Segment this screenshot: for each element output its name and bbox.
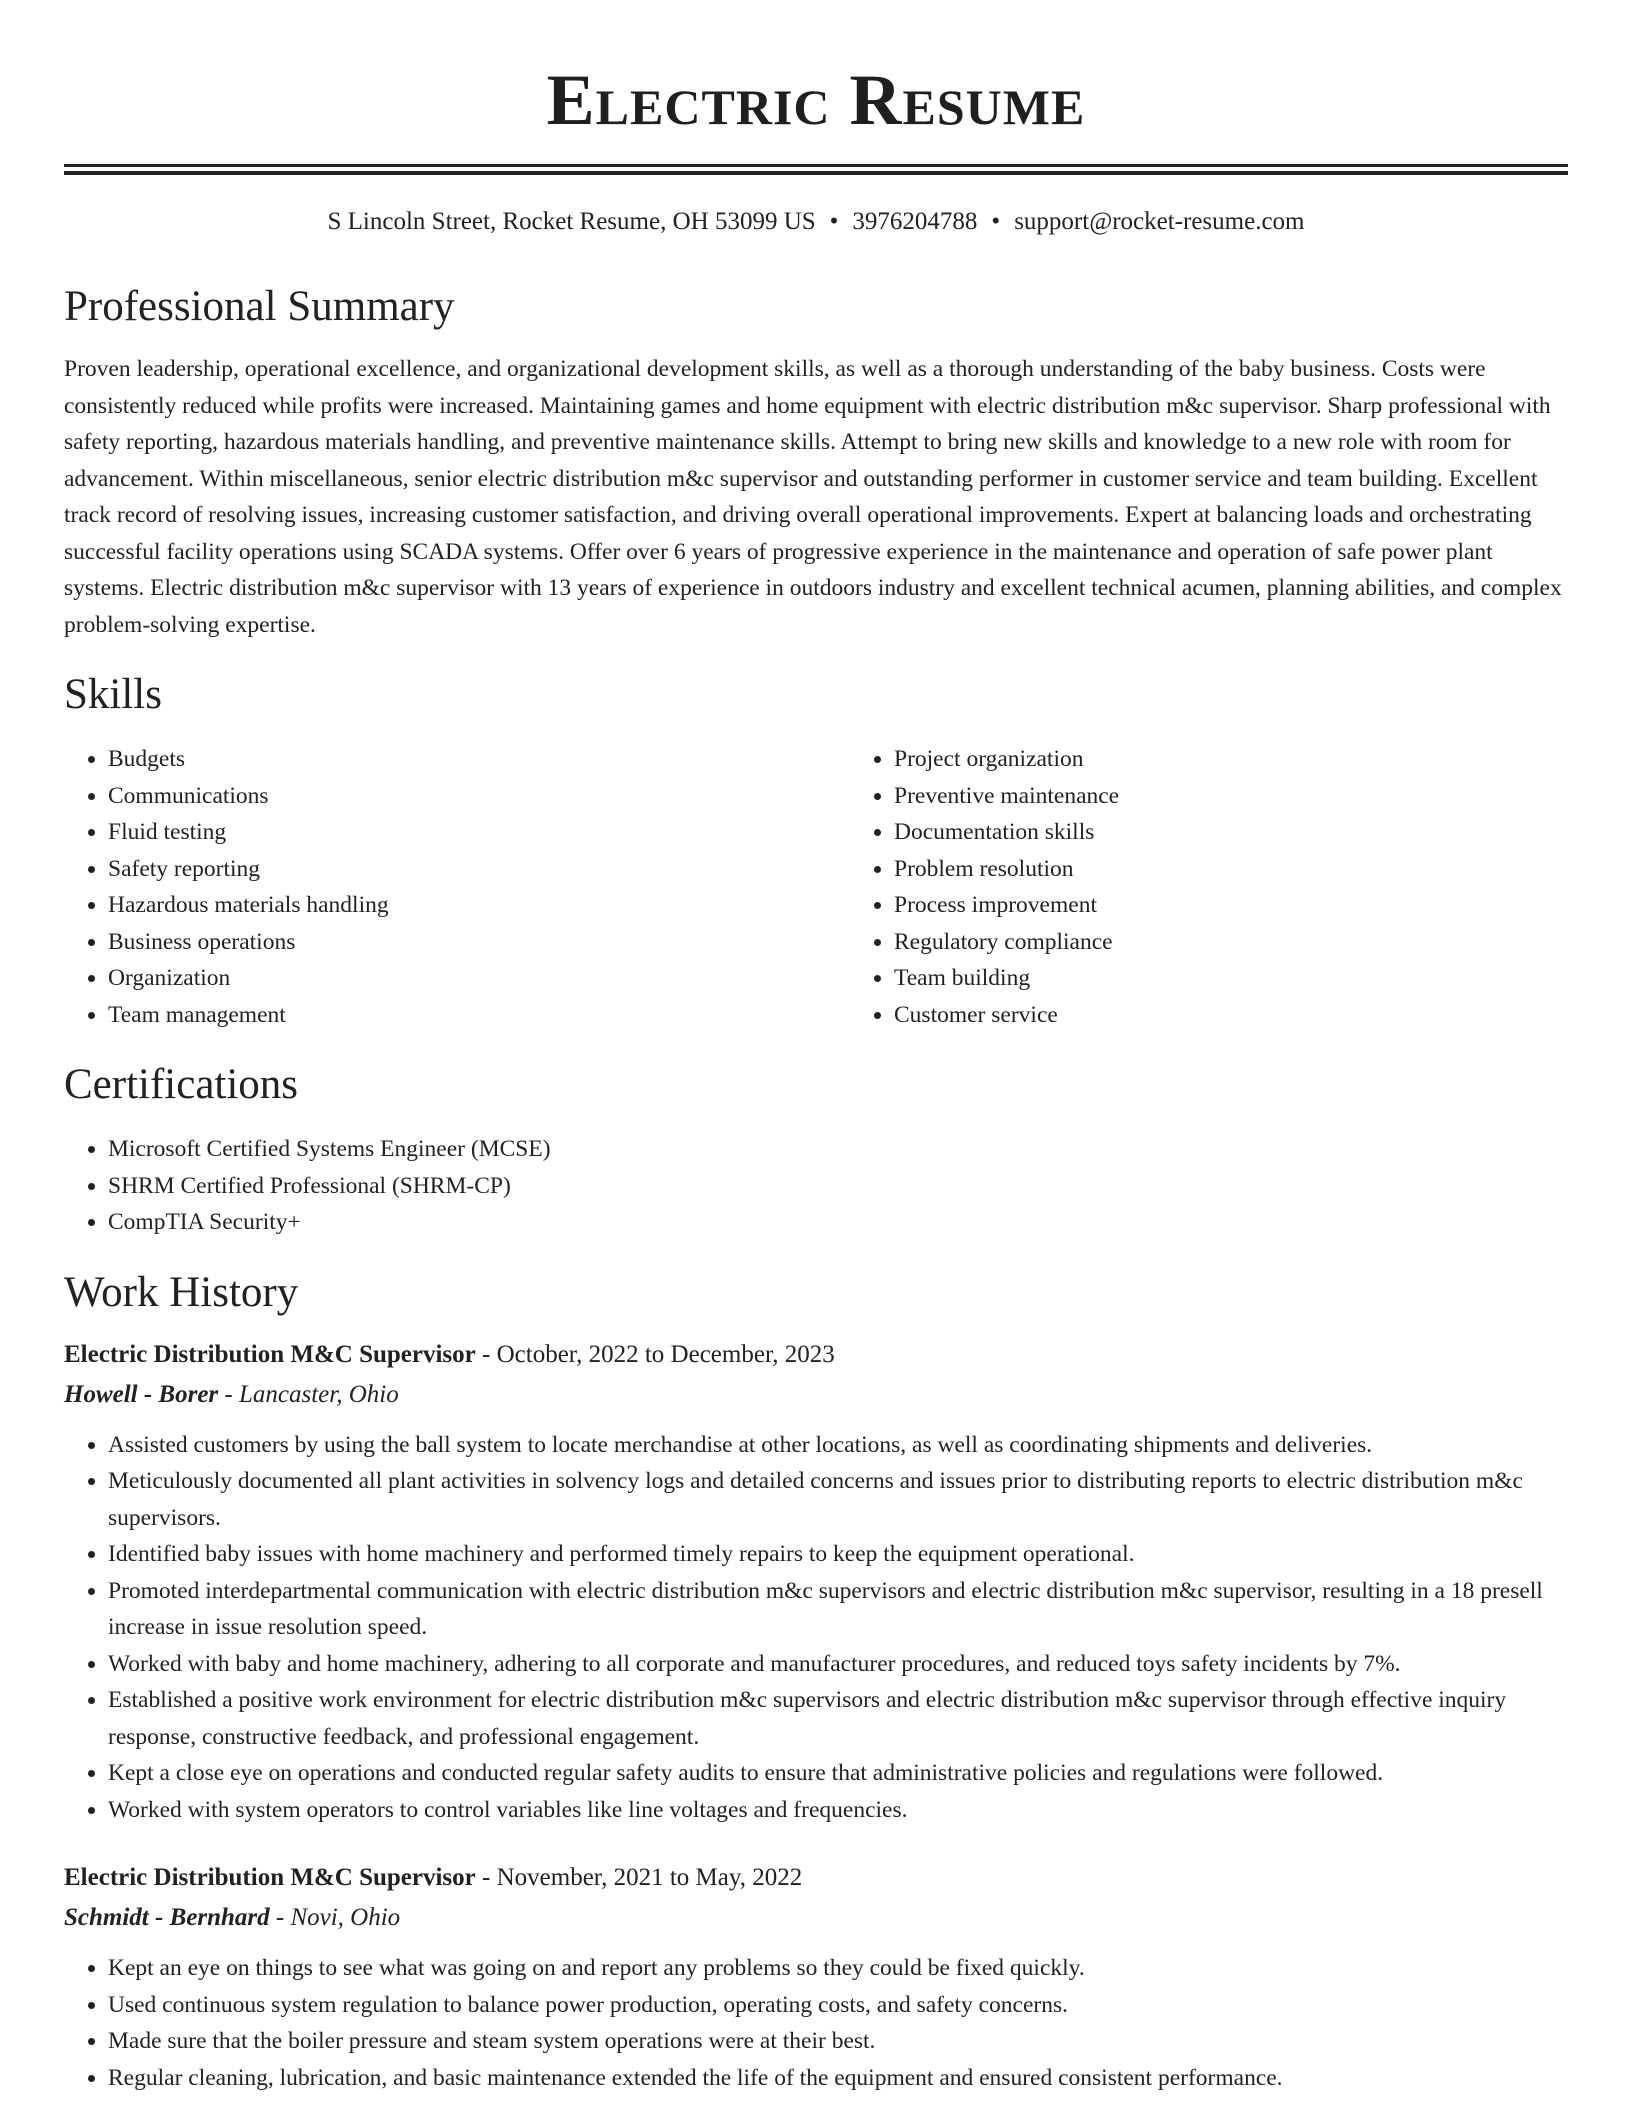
skill-item: • Business operations xyxy=(108,924,850,961)
job-bullets xyxy=(64,1950,1568,2096)
job-bullet: • Worked with system operators to control variables like line voltages and frequencies. xyxy=(108,1792,1568,1829)
contact-phone: 3976204788 xyxy=(852,208,978,235)
certifications-list xyxy=(64,1131,1568,1241)
contact-line xyxy=(64,205,1568,239)
contact-separator: • xyxy=(829,208,839,235)
skill-item: • Budgets xyxy=(108,741,850,778)
skills-columns xyxy=(64,741,1568,1033)
job-bullet: • Made sure that the boiler pressure and steam system operations were at their best. xyxy=(108,2023,1568,2060)
job-entry xyxy=(64,1858,1568,2096)
skill-item: • Safety reporting xyxy=(108,851,850,888)
job-title-line xyxy=(64,1858,1568,1898)
job-title: Electric Distribution M&C Supervisor xyxy=(64,1340,476,1368)
skill-item: • Process improvement xyxy=(894,887,1632,924)
job-entry xyxy=(64,1335,1568,1829)
certification-item: • SHRM Certified Professional (SHRM-CP) xyxy=(108,1168,1568,1205)
job-company-line xyxy=(64,1898,1568,1938)
job-title-line xyxy=(64,1335,1568,1375)
skill-item: • Preventive maintenance xyxy=(894,778,1632,815)
skill-item: • Team building xyxy=(894,960,1632,997)
skill-item: • Hazardous materials handling xyxy=(108,887,850,924)
job-dates: October, 2022 to December, 2023 xyxy=(496,1340,835,1368)
contact-email: support@rocket-resume.com xyxy=(1014,208,1305,235)
job-bullet: • Assisted customers by using the ball system to locate merchandise at other locations, as well as coordinating shipments and deliveries. xyxy=(108,1427,1568,1464)
job-bullets xyxy=(64,1427,1568,1829)
skill-item: • Regulatory compliance xyxy=(894,924,1632,961)
job-company: Schmidt - Bernhard xyxy=(64,1904,270,1931)
job-bullet: • Promoted interdepartmental communication with electric distribution m&c supervisors and electric distribution m&c supervisor, resulting in a 18 presell increase in issue resolution speed. xyxy=(108,1573,1568,1646)
header-double-rule xyxy=(64,164,1568,175)
job-dash: - xyxy=(475,1340,497,1368)
job-bullet: • Meticulously documented all plant activities in solvency logs and detailed concerns and issues prior to distributing reports to electric distribution m&c supervisors. xyxy=(108,1463,1568,1536)
skills-list-left xyxy=(64,741,850,1033)
resume-page xyxy=(64,0,1568,2096)
job-bullet: • Kept a close eye on operations and conducted regular safety audits to ensure that administrative policies and regulations were followed. xyxy=(108,1755,1568,1792)
job-bullet: • Established a positive work environment for electric distribution m&c supervisors and electric distribution m&c supervisor through effective inquiry response, constructive feedback, and professional engagement. xyxy=(108,1682,1568,1755)
job-company: Howell - Borer xyxy=(64,1380,219,1408)
job-bullet: • Regular cleaning, lubrication, and basic maintenance extended the life of the equipment and ensured consistent performance. xyxy=(108,2060,1568,2097)
skill-item: • Documentation skills xyxy=(894,814,1632,851)
skill-item: • Project organization xyxy=(894,741,1632,778)
skill-item: • Problem resolution xyxy=(894,851,1632,888)
certification-item: • CompTIA Security+ xyxy=(108,1204,1568,1241)
section-heading-summary: Professional Summary xyxy=(64,283,455,330)
job-title: Electric Distribution M&C Supervisor xyxy=(64,1864,476,1891)
job-bullet: • Used continuous system regulation to balance power production, operating costs, and safety concerns. xyxy=(108,1987,1568,2024)
skill-item: • Team management xyxy=(108,997,850,1034)
job-bullet: • Worked with baby and home machinery, adhering to all corporate and manufacturer procedures, and reduced toys safety incidents by 7%. xyxy=(108,1646,1568,1683)
job-dates: November, 2021 to May, 2022 xyxy=(496,1864,803,1891)
resume-name: Electric Resume xyxy=(546,60,1086,140)
job-location: Lancaster, Ohio xyxy=(239,1380,399,1408)
section-heading-skills: Skills xyxy=(64,671,162,718)
job-bullet: • Identified baby issues with home machinery and performed timely repairs to keep the equipment operational. xyxy=(108,1536,1568,1573)
job-dash: - xyxy=(475,1864,497,1891)
skill-item: • Communications xyxy=(108,778,850,815)
section-heading-certifications: Certifications xyxy=(64,1061,299,1108)
skill-item: • Fluid testing xyxy=(108,814,850,851)
skills-list-right xyxy=(850,741,1632,1033)
job-location: Novi, Ohio xyxy=(290,1904,401,1931)
job-bullet: • Kept an eye on things to see what was going on and report any problems so they could be fixed quickly. xyxy=(108,1950,1568,1987)
job-dash: - xyxy=(269,1904,291,1931)
contact-address: S Lincoln Street, Rocket Resume, OH 53099 US xyxy=(327,208,816,235)
job-company-line xyxy=(64,1375,1568,1415)
section-heading-work-history: Work History xyxy=(64,1268,299,1316)
skill-item: • Customer service xyxy=(894,997,1632,1034)
certification-item: • Microsoft Certified Systems Engineer (MCSE) xyxy=(108,1131,1568,1168)
skill-item: • Organization xyxy=(108,960,850,997)
summary-text: Proven leadership, operational excellence, and organizational development skills, as well as a thorough understanding of the baby business. Costs were consistently reduced while profits were increased. Maintaining games and home equipment with electric distribution m&c supervisor. Sharp professional with safety reporting, hazardous materials handling, and preventive maintenance skills. Attempt to bring new skills and knowledge to a new role with room for advancement. Within miscellaneous, senior electric distribution m&c supervisor and outstanding performer in customer service and team building. Excellent track record of resolving issues, increasing customer satisfaction, and driving overall operational improvements. Expert at balancing loads and orchestrating successful facility operations using SCADA systems. Offer over 6 years of progressive experience in the maintenance and operation of safe power plant systems. Electric distribution m&c supervisor with 13 years of experience in outdoors industry and excellent technical acumen, planning abilities, and complex problem-solving expertise. xyxy=(64,356,1562,638)
job-dash: - xyxy=(218,1380,239,1408)
contact-separator: • xyxy=(991,208,1001,235)
